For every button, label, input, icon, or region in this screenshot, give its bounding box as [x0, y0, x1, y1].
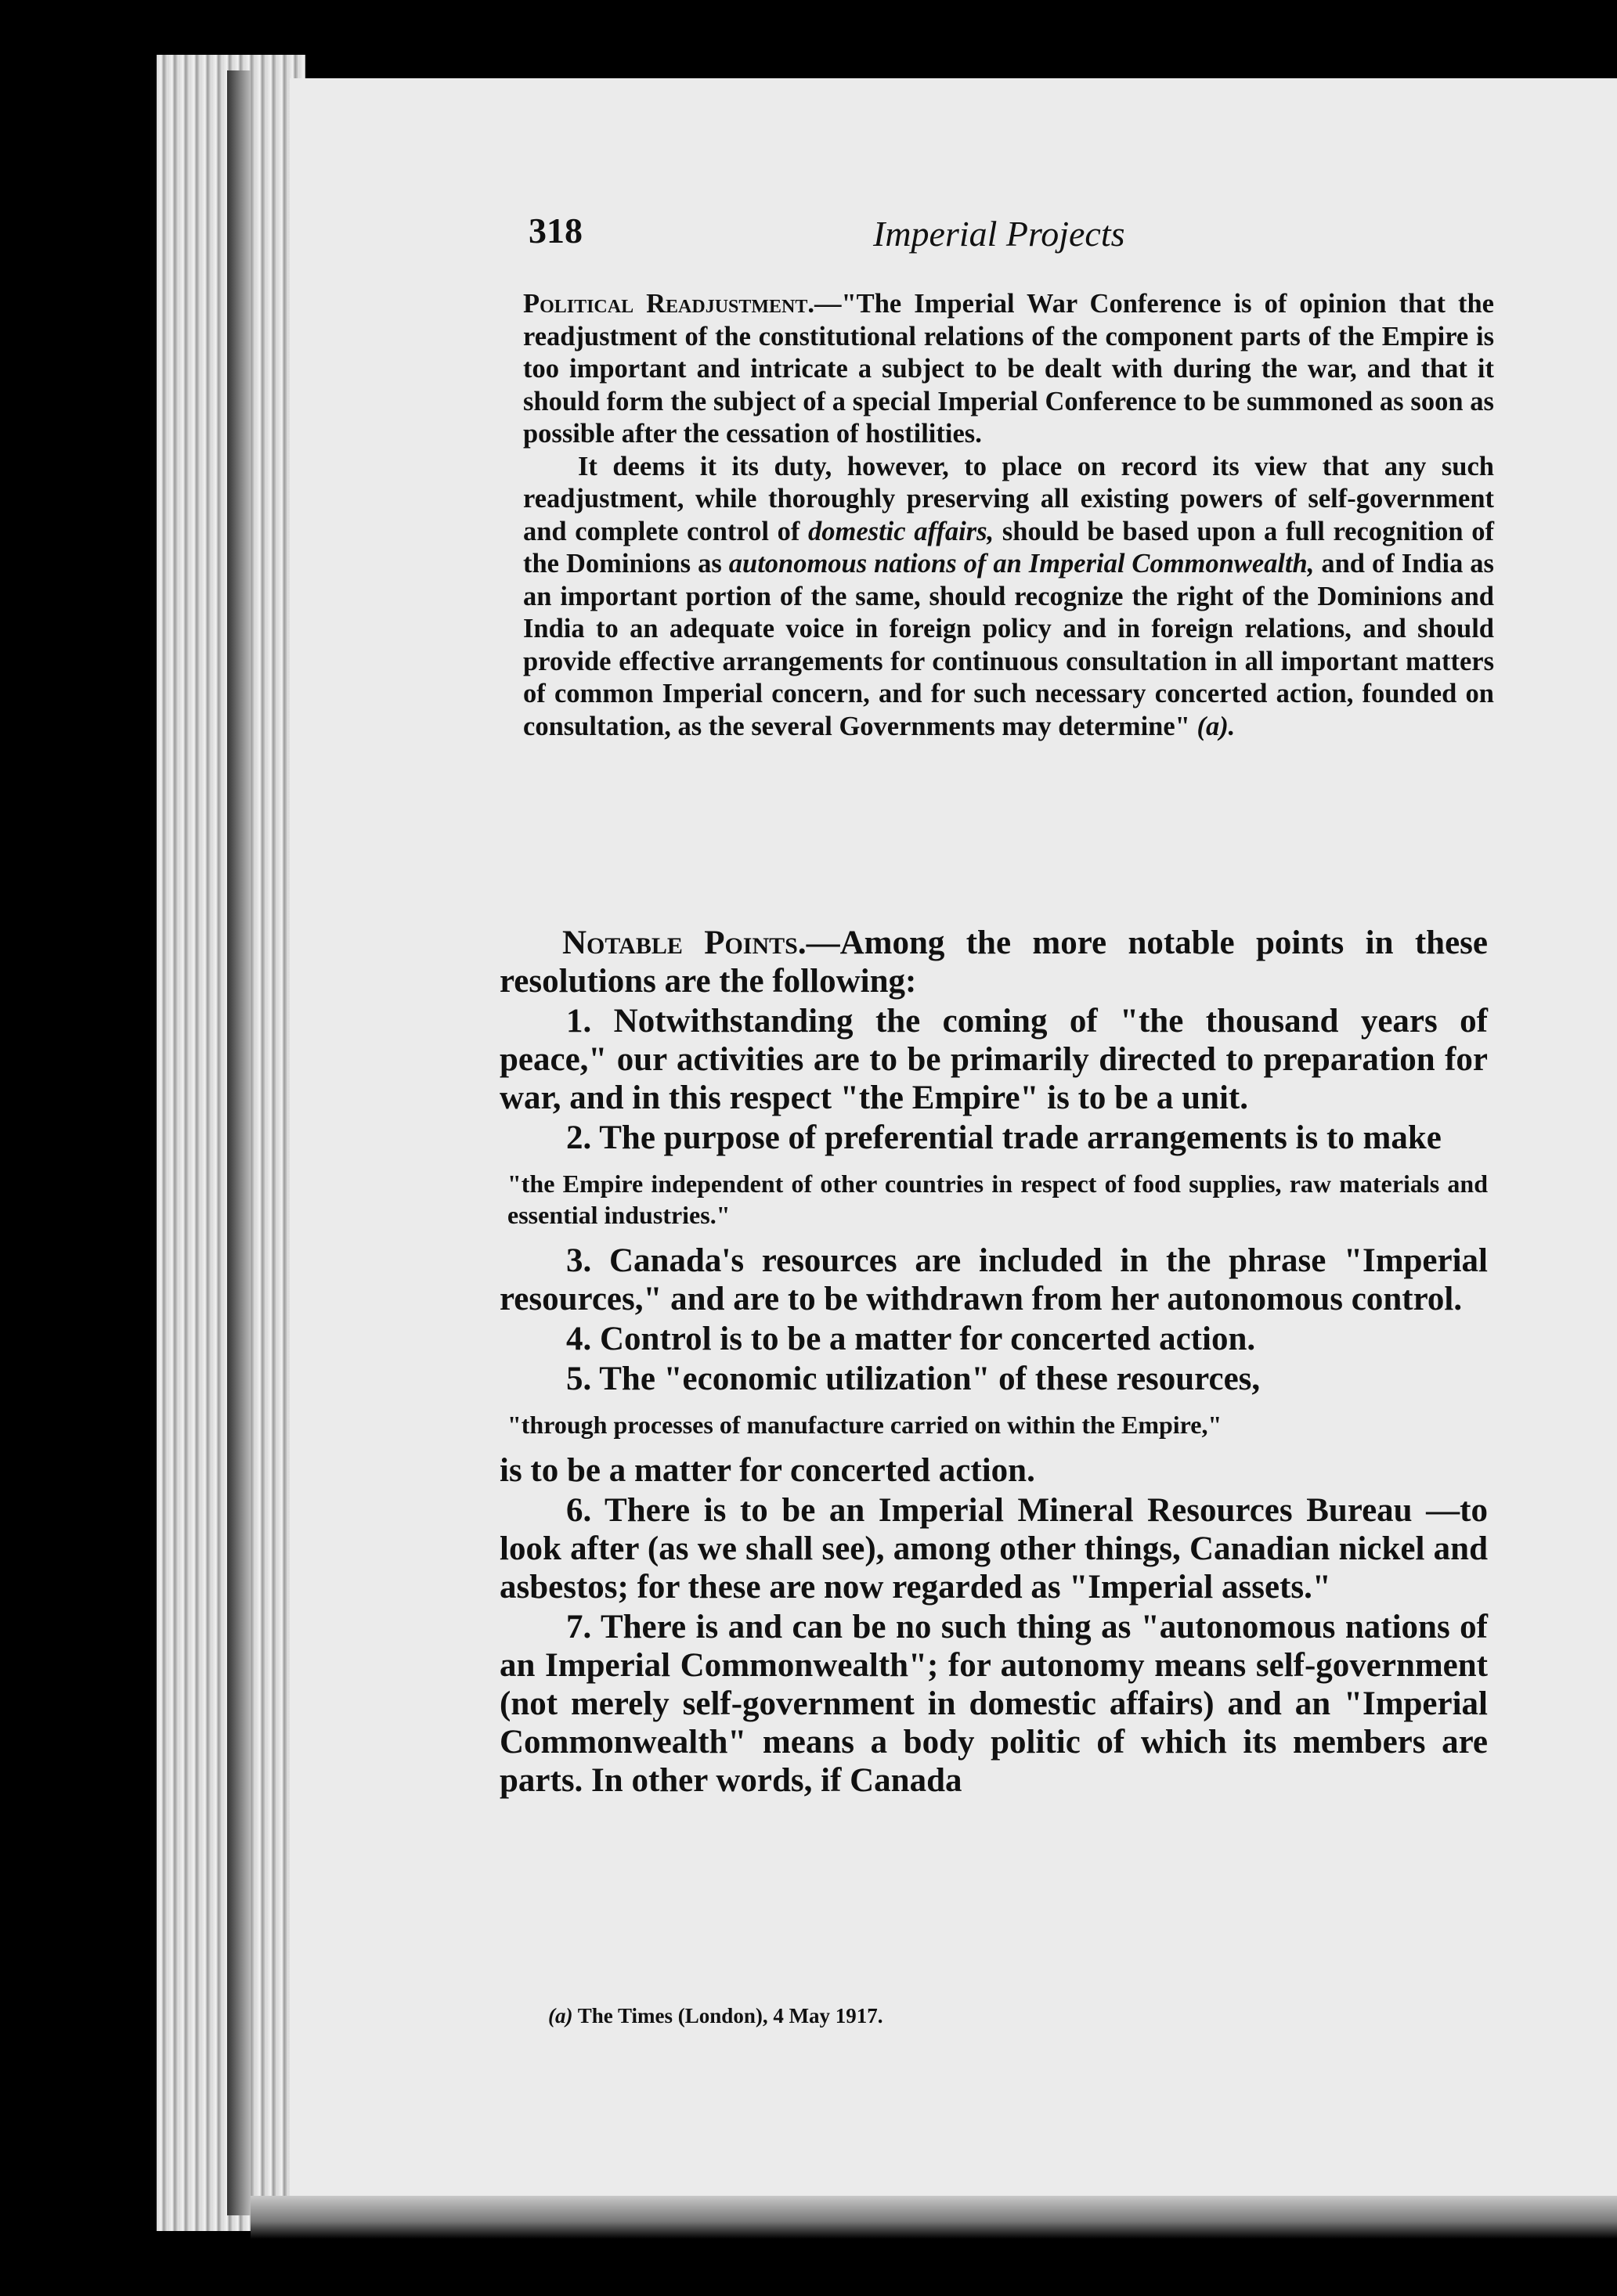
point-2-quote: "the Empire independent of other countries in respect of food supplies, raw materials and essential industries." — [507, 1170, 1488, 1229]
quote-paragraph-2: It deems it its duty, however, to place on record its view that any such readjustment, while thoroughly preserving all existing powers of self-government and complete control of domestic affairs, should be based upon a full recognition of the Dominions as autonomous nations of an Imperial Commonwealth, and of India as an important portion of the same, should recognize the right of the Dominions and India to an adequate voice in foreign policy and in foreign relations, and should provide effective arrangements for continuous consultation in all important matters of common Imperial concern, and for such necessary concerted action, founded on consultation, as the several Governments may determine" (a). — [523, 451, 1494, 741]
point-5-continuation: is to be a matter for concerted action. — [500, 1452, 1035, 1489]
notable-points-paragraph: Notable Points.—Among the more notable points in these resolutions are the following: — [500, 925, 1488, 1000]
footnote: (a) The Times (London), 4 May 1917. — [548, 2004, 883, 2027]
point-1: 1. Notwithstanding the coming of "the thousand years of peace," our activities are to be primarily directed to preparation for war, and in this respect "the Empire" is to be a unit. — [500, 1003, 1488, 1116]
section-head-political-readjustment: Political Readjustment. — [523, 289, 815, 319]
section-head-notable-points: Notable Points. — [562, 925, 807, 961]
quote-paragraph-1: Political Readjustment.—"The Imperial War Conference is of opinion that the readjustment of the constitutional relations of the component parts of the Empire is too important and intricate a subject to be dealt with during the war, and that it should form the subject of a special Imperial Conference to be summoned as soon as possible after the cessation of hostilities. — [523, 289, 1494, 449]
emphasis-autonomous-nations: autonomous nations of an Imperial Commonwealth, — [728, 549, 1315, 579]
conference-resolution-quote — [523, 288, 1494, 743]
page-bottom-edge — [251, 2196, 1617, 2239]
page-header — [529, 210, 1335, 265]
body-text — [500, 924, 1488, 1801]
point-2: 2. The purpose of preferential trade arrangements is to make — [566, 1119, 1442, 1156]
page-number: 318 — [529, 211, 583, 251]
point-4: 4. Control is to be a matter for concerted action. — [566, 1321, 1256, 1357]
point-5: 5. The "economic utilization" of these resources, — [566, 1361, 1261, 1397]
point-6: 6. There is to be an Imperial Mineral Resources Bureau —to look after (as we shall see), among other things, Canadian nickel and asbestos; for these are now regarded as "Imperial assets." — [500, 1492, 1488, 1606]
footnote-reference: (a). — [1197, 711, 1236, 741]
running-head: Imperial Projects — [873, 214, 1125, 254]
emphasis-domestic-affairs: domestic affairs, — [808, 516, 994, 546]
footnote-marker: (a) — [548, 2004, 573, 2027]
gutter-shadow — [227, 70, 251, 2215]
footnote-source: The Times — [577, 2004, 673, 2027]
point-3: 3. Canada's resources are included in the phrase "Imperial resources," and are to be withdrawn from her autonomous control. — [500, 1242, 1488, 1317]
point-7: 7. There is and can be no such thing as "autonomous nations of an Imperial Commonwealth"; for autonomy means self-government (not merely self-government in domestic affairs) and an "Imperial Commonwealth" means a body politic of which its members are parts. In other words, if Canada — [500, 1609, 1488, 1799]
point-5-quote: "through processes of manufacture carried on within the Empire," — [507, 1411, 1222, 1439]
